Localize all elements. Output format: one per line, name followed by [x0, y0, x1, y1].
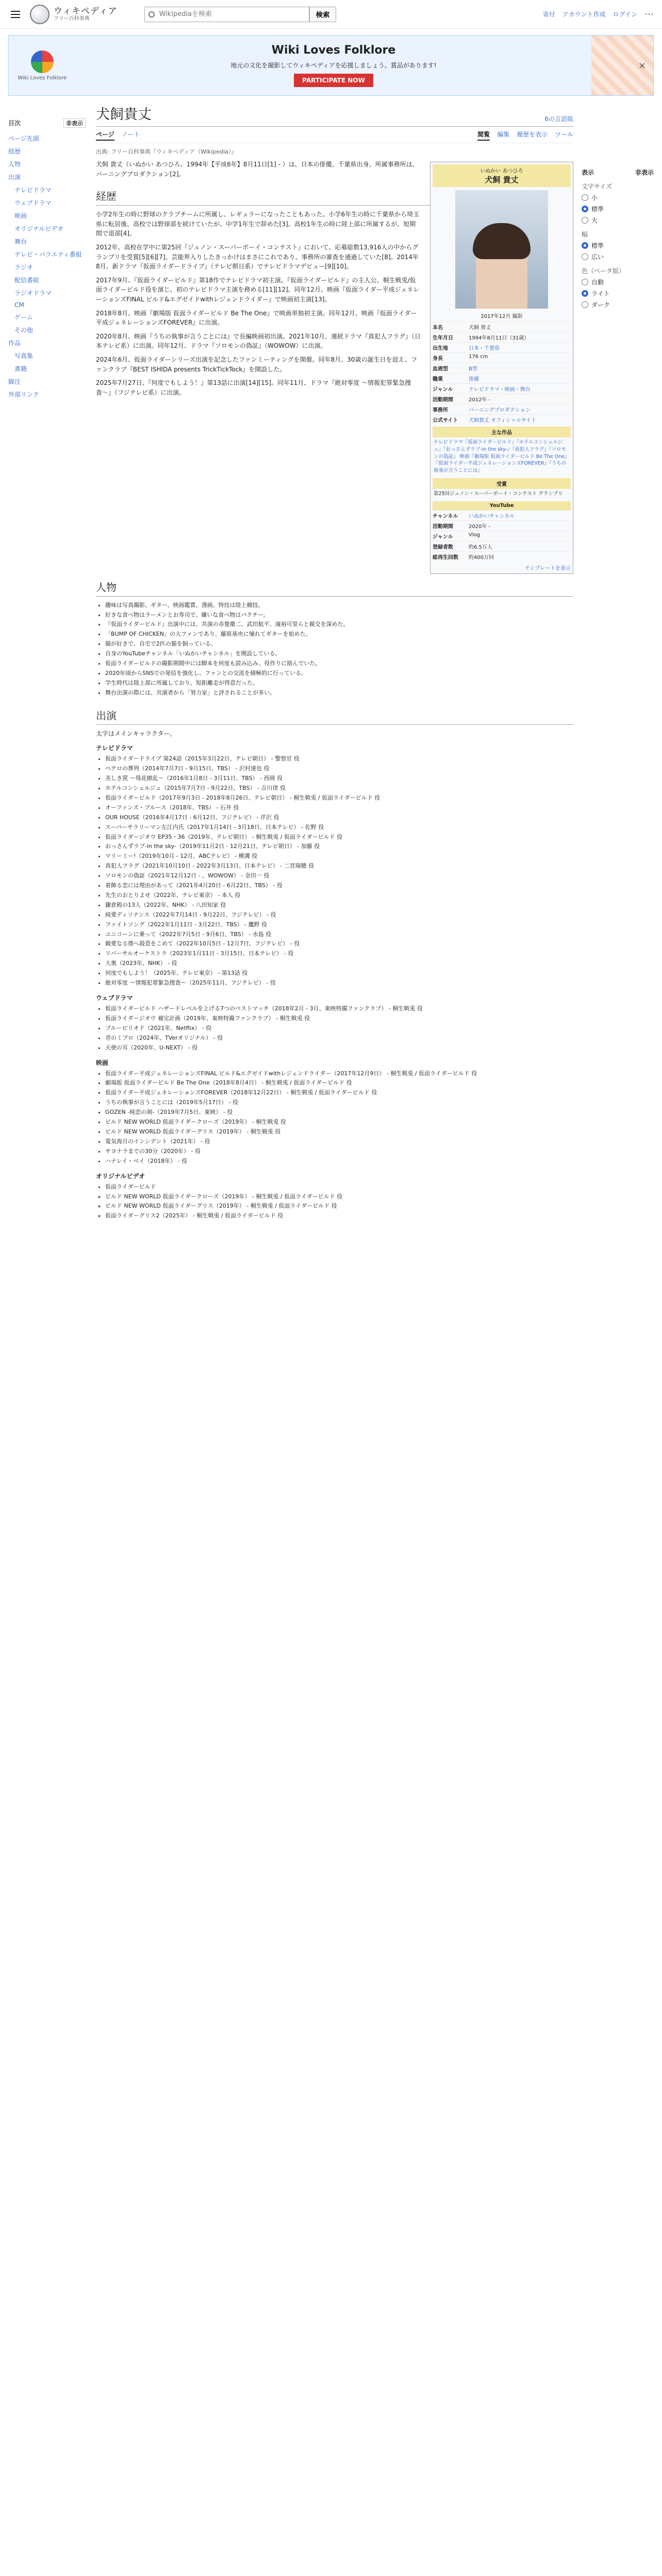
infobox-value: 1994年8月11日（31歳） — [469, 335, 529, 341]
list-item: • ハナレイ・ベイ（2018年） - 役 — [105, 1157, 573, 1166]
radio-icon — [582, 301, 588, 308]
infobox-award: 第25回ジュノン・スーパーボーイ・コンテスト グランプリ — [434, 490, 563, 497]
login-link[interactable]: ログイン — [613, 11, 637, 18]
participate-button[interactable]: PARTICIPATE NOW — [294, 74, 373, 87]
toc-title: 目次 — [8, 120, 21, 127]
toc-subitem[interactable]: ラジオ — [14, 264, 34, 271]
list-item: • 自身のYouTubeチャンネル「いぬかいチャンネル」を開設している。 — [105, 649, 573, 659]
infobox-value[interactable]: テレビドラマ・映画・舞台 — [469, 387, 531, 393]
text-size-option[interactable] — [582, 216, 654, 225]
list-item: • ユニコーンに乗って（2022年7月5日 - 9月6日、TBS） - 水島 役 — [105, 930, 573, 940]
list-item: • GOZEN -純恋の剣-（2019年7月5日、東映） - 役 — [105, 1108, 573, 1117]
infobox-value: Vlog — [469, 532, 481, 538]
toc-subitem[interactable]: オリジナルビデオ — [14, 225, 64, 232]
toc-subitem[interactable]: ゲーム — [14, 314, 34, 321]
main-menu-icon[interactable] — [8, 7, 23, 22]
subheading-web-drama: ウェブドラマ — [96, 994, 133, 1002]
infobox-section-award: 受賞 — [433, 478, 571, 489]
list-item: • 鎌倉殿の13人（2022年、NHK） - 八田知家 役 — [105, 901, 573, 910]
radio-icon — [582, 194, 588, 201]
works-lead: 太字はメインキャラクター。 — [96, 730, 176, 737]
infobox-value: 2020年 - — [469, 523, 491, 530]
toc-hide-button[interactable]: 非表示 — [63, 118, 86, 128]
tab-edit[interactable]: 編集 — [497, 131, 510, 138]
infobox-key: チャンネル — [433, 513, 458, 519]
list-item: • リバーサルオーケストラ（2023年1月11日 - 3月15日、日本テレビ） - 役 — [105, 949, 573, 959]
appearance-title: 表示 — [582, 169, 594, 176]
career-paragraph: 2018年8月、映画『劇場版 仮面ライダービルド Be The One』で映画単独初主演。同年12月、映画『仮面ライダー平成ジェネレーションズFOREVER』に出演。 — [96, 309, 417, 327]
list-item: • 仮面ライダードライブ 第24話（2015年3月22日、テレビ朝日） - 警察官 役 — [105, 754, 573, 764]
site-name: ウィキペディア — [54, 6, 118, 16]
toc-subitem[interactable]: ラジオドラマ — [14, 290, 52, 297]
radio-selected-icon — [582, 242, 588, 249]
infobox-value[interactable]: 犬飼貴丈 オフィシャルサイト — [469, 418, 537, 423]
toc-subitem[interactable]: テレビドラマ — [14, 187, 52, 194]
create-account-link[interactable]: アカウント作成 — [562, 11, 606, 18]
radio-icon — [582, 279, 588, 285]
list-item: • ファイトソング（2022年1月11日 - 3月22日、TBS） - 鷹野 役 — [105, 920, 573, 930]
template-link[interactable]: テンプレートを表示 — [524, 565, 571, 571]
page-title: 犬飼貴丈 — [96, 107, 152, 123]
infobox-key: 職業 — [433, 377, 443, 382]
list-item: • ビルド NEW WORLD 仮面ライダークローズ（2019年） - 桐生戦兎 役 — [105, 1117, 573, 1127]
list-item: • スーパーサラリーマン左江内氏（2017年1月14日 - 3月18日、日本テレビ） - 佐野 役 — [105, 823, 573, 833]
donate-link[interactable]: 寄付 — [542, 11, 555, 18]
infobox-key: 本名 — [433, 325, 443, 331]
section-heading-career: 経歴 — [96, 190, 117, 203]
tab-read[interactable]: 閲覧 — [477, 130, 490, 141]
list-item: • 猫が好きで、自宅で2匹の猫を飼っている。 — [105, 639, 573, 649]
infobox-key: 活動期間 — [433, 397, 453, 403]
movie-list — [105, 1069, 573, 1166]
site-logo[interactable] — [30, 5, 118, 24]
list-item: • 電気海月のインシデント（2021年） - 役 — [105, 1137, 573, 1147]
width-option[interactable] — [582, 241, 654, 250]
list-item: • ホテルコンシェルジュ（2015年7月7日 - 9月22日、TBS） - 吉川律 役 — [105, 784, 573, 793]
option-label: ライト — [591, 290, 610, 297]
option-label: ダーク — [591, 301, 610, 309]
list-item: • 何度でもしよう！（2025年、テレビ東京） - 第13話 役 — [105, 969, 573, 978]
list-item: • 2020年頃からSNSでの発信を強化し、ファンとの交流を積極的に行っている。 — [105, 669, 573, 679]
infobox-key: 活動期間 — [433, 523, 453, 530]
infobox-key: 公式サイト — [433, 418, 458, 423]
list-item: • OUR HOUSE（2016年4月17日 - 6月12日、フジテレビ） - 芹沢 役 — [105, 813, 573, 823]
web-drama-list — [105, 1004, 573, 1053]
list-item: • 仮面ライダービルド — [105, 1182, 573, 1192]
text-size-label: 文字サイズ — [582, 183, 613, 190]
list-item: • 大奥（2023年、NHK） - 役 — [105, 959, 573, 969]
text-size-option[interactable] — [582, 193, 654, 202]
list-item: ◦ ビルド NEW WORLD 仮面ライダークローズ（2019年） - 桐生戦兎 / 仮面ライダービルド 役 — [105, 1192, 573, 1202]
article-content — [86, 96, 582, 1223]
infobox-value[interactable]: いぬかいチャンネル — [469, 513, 515, 519]
toc-subitem[interactable]: テレビ・バラエティ番組 — [14, 251, 82, 258]
list-item: • 学生時代は陸上部に所属しており、短距離走が得意だった。 — [105, 679, 573, 688]
infobox-name: 犬飼 貴丈 — [485, 175, 519, 184]
subheading-original-video: オリジナルビデオ — [96, 1172, 145, 1180]
lead-paragraph: 犬飼 貴丈（いぬかい あつひろ、1994年【平成6年】8月11日[1] - ）は、日本の俳優。千葉県出身。所属事務所は、バーニングプロダクション[2]。 — [96, 161, 419, 178]
banner-title: Wiki Loves Folklore — [271, 44, 396, 57]
list-item: • おっさんずラブ-in the sky-（2019年11月2日 - 12月21日、テレビ朝日） - 加藤 役 — [105, 842, 573, 852]
subheading-tv-drama: テレビドラマ — [96, 744, 133, 752]
close-icon[interactable]: × — [638, 60, 646, 71]
search-form — [138, 7, 337, 22]
infobox-key: ジャンル — [433, 534, 453, 540]
list-item: • 青のミブロ（2024年、TVerオリジナル） - 役 — [105, 1033, 573, 1043]
option-label: 大 — [591, 217, 598, 224]
list-item: • 「BUMP OF CHICKEN」の大ファンであり、藤原基央に憧れてギターを始めた。 — [105, 630, 573, 639]
tab-talk[interactable]: ノート — [121, 131, 140, 138]
list-item: • 親愛なる僕へ殺意をこめて（2022年10月5日 - 12月7日、フジテレビ） - 役 — [105, 939, 573, 949]
appearance-hide-button[interactable]: 非表示 — [635, 169, 654, 176]
list-item: • オーファンズ・ブルース（2018年、TBS） - 石井 役 — [105, 803, 573, 813]
list-item: • 仮面ライダー平成ジェネレーションズFINAL ビルド&エグゼイドwithレジェンドライダー（2017年12月9日） - 桐生戦兎 / 仮面ライダービルド 役 — [105, 1069, 573, 1079]
toc-subitem[interactable]: CM — [14, 301, 24, 309]
infobox-value: 犬飼 貴丈 — [469, 325, 491, 331]
infobox-key: 出生地 — [433, 346, 448, 351]
toc-subitem[interactable]: 舞台 — [14, 238, 27, 245]
infobox-key: 事務所 — [433, 408, 448, 413]
list-item: • 舞台出演の際には、共演者から「努力家」と評されることが多い。 — [105, 688, 573, 698]
radio-selected-icon — [582, 206, 588, 212]
width-label: 幅 — [582, 231, 588, 238]
infobox-works[interactable]: テレビドラマ『仮面ライダービルド』『ホテルコンシェルジュ』『おっさんずラブ-in the sky-』『真犯人フラグ』『ソロモンの偽証』 映画『劇場版 仮面ライダービルド Be The One』『仮面ライダー平成ジェネレーションズFOREVER』『うちの執事が言うことには』 — [434, 439, 570, 474]
toc-subitem[interactable]: ウェブドラマ — [14, 199, 52, 207]
color-option[interactable] — [582, 300, 654, 309]
list-item: • 趣味は写真撮影、ギター、映画鑑賞、漫画。特技は陸上競技。 — [105, 601, 573, 611]
list-item: • 劇場版 仮面ライダービルド Be The One（2018年8月4日） - 桐生戦兎 / 仮面ライダービルド 役 — [105, 1078, 573, 1088]
table-of-contents — [8, 96, 86, 1223]
career-paragraph: 2020年8月、映画『うちの執事が言うことには』で長編映画初出演。2021年10月、連続ドラマ『真犯人フラグ』（日本テレビ系）に出演。同年12月、ドラマ『ソロモンの偽証』（WOWOW）に出演。 — [96, 332, 421, 350]
width-option[interactable] — [582, 252, 654, 261]
list-item: • 真犯人フラグ（2021年10月10日 - 2022年3月13日、日本テレビ） - 二宮瑞穂 役 — [105, 861, 573, 871]
radio-selected-icon — [582, 290, 588, 297]
section-heading-person: 人物 — [96, 581, 117, 594]
toc-item[interactable]: 出演 — [8, 174, 21, 181]
list-item: ◦ ビルド NEW WORLD 仮面ライダーグリス（2019年） - 桐生戦兎 / 仮面ライダービルド 役 — [105, 1201, 573, 1211]
toc-subitem[interactable]: 配信番組 — [14, 277, 40, 284]
banner-logo-label: Wiki Loves Folklore — [18, 75, 67, 81]
toc-item[interactable]: 人物 — [8, 161, 21, 168]
infobox-key: 身長 — [433, 356, 443, 362]
option-label: 標準 — [591, 242, 604, 249]
banner-subtitle: 地元の文化を撮影してウィキペディアを応援しましょう。賞品があります! — [230, 62, 437, 69]
campaign-banner — [8, 35, 654, 96]
infobox-value: 176 cm — [469, 354, 488, 360]
appearance-panel — [582, 96, 654, 1223]
list-item: • 絶対零度 〜情報犯罪緊急捜査〜（2025年11月、フジテレビ） - 役 — [105, 978, 573, 988]
list-item: • ソロモンの偽証（2021年12月12日 - 、WOWOW） - 金田一 役 — [105, 871, 573, 881]
search-input[interactable] — [144, 7, 309, 22]
list-item: • ペテロの葬列（2014年7月7日 - 9月15日、TBS） - 沢村達也 役 — [105, 764, 573, 774]
subheading-movie: 映画 — [96, 1059, 109, 1066]
tv-drama-list — [105, 754, 573, 988]
list-item: • 仮面ライダービルド ハザードレベルを上げる7つのベストマッチ（2018年2月 - 3月、東映特撮ファンクラブ） - 桐生戦兎 役 — [105, 1004, 573, 1014]
infobox-value[interactable]: 俳優 — [469, 377, 479, 382]
list-item: • ビルド NEW WORLD 仮面ライダーグリス（2019年） - 桐生戦兎 役 — [105, 1127, 573, 1137]
toc-item[interactable]: 外部リンク — [8, 391, 39, 398]
tab-page[interactable]: ページ — [96, 130, 114, 141]
infobox-value: 2012年 - — [469, 397, 491, 403]
list-item: • 仮面ライダージオウ 補完計画（2019年、東映特撮ファンクラブ） - 桐生戦兎 役 — [105, 1014, 573, 1024]
list-item: • うちの執事が言うことには（2019年5月17日） - 役 — [105, 1098, 573, 1108]
list-item: • 『仮面ライダービルド』出演中には、共演の赤楚衛二、武田航平、滝裕可里らと親交を深めた。 — [105, 620, 573, 630]
photo-caption: 2017年12月 撮影 — [481, 314, 523, 319]
infobox-value[interactable]: 日本・千葉県 — [469, 346, 500, 351]
toc-item[interactable]: 経歴 — [8, 148, 21, 155]
color-option[interactable] — [582, 278, 654, 286]
infobox-value[interactable]: B型 — [469, 366, 477, 372]
infobox-section-works: 主な作品 — [433, 427, 571, 437]
tab-history[interactable]: 履歴を表示 — [517, 131, 548, 138]
infobox-value: 約6.5万人 — [469, 544, 492, 550]
infobox-key: 血液型 — [433, 366, 448, 372]
section-heading-works: 出演 — [96, 709, 117, 722]
list-item: • 仮面ライダービルドの撮影期間中には脚本を何度も読み込み、役作りに励んでいた。 — [105, 659, 573, 669]
career-paragraph: 2012年、高校在学中に第25回『ジュノン・スーパーボーイ・コンテスト』において、応募総数13,916人の中からグランプリを受賞[5][6][7]。芸能界入りしたきっかけはまさにこれであり、事務所の審査を通過していた[8]。2014年8月、新ドラマ『仮面ライダードライブ』（テレビ朝日系）でテレビドラマデビュー[9][10]。 — [96, 243, 419, 270]
toc-subitem[interactable]: その他 — [14, 327, 34, 334]
article-source: 出典: フリー百科事典『ウィキペディア（Wikipedia）』 — [96, 148, 237, 155]
list-item: • 天使の耳（2020年、U-NEXT） - 役 — [105, 1043, 573, 1053]
toc-subitem[interactable]: 書籍 — [14, 365, 27, 372]
option-label: 標準 — [591, 206, 604, 213]
infobox-key: 総再生回数 — [433, 554, 458, 561]
more-options-icon[interactable]: ⋯ — [644, 9, 654, 20]
list-item: • マリーミー!（2019年10月 - 12月、ABCテレビ） - 横溝 役 — [105, 852, 573, 861]
option-label: 自動 — [591, 279, 604, 286]
list-item: • ブルーピリオド（2021年、Netflix） - 役 — [105, 1024, 573, 1033]
list-item: • 美しき罠 〜残花繚乱〜（2016年1月8日 - 3月11日、TBS） - 西岡 役 — [105, 774, 573, 784]
radio-icon — [582, 253, 588, 260]
toc-item[interactable]: 脚注 — [8, 378, 21, 385]
color-label: 色（ベータ版） — [582, 267, 625, 275]
toc-item[interactable]: ページ先頭 — [8, 135, 39, 142]
person-list — [105, 601, 573, 698]
list-item: • 先生のおとりよせ（2022年、テレビ東京） - 本人 役 — [105, 891, 573, 901]
search-icon — [148, 11, 155, 18]
infobox-ruby: いぬかい あつひろ — [480, 168, 523, 174]
tab-tools[interactable]: ツール — [555, 131, 573, 138]
language-button[interactable]: 6の言語版 — [544, 115, 573, 123]
header-bar — [0, 0, 662, 29]
search-button[interactable]: 検索 — [309, 7, 337, 22]
career-paragraph: 2024年6月、仮面ライダーシリーズ出演を記念したファンミーティングを開催。同年8月、30歳の誕生日を迎え、ファンクラブ『BEST ISHIDA presents TrickTickTock』を開設した。 — [96, 355, 418, 373]
portrait-photo[interactable] — [455, 190, 548, 309]
infobox-key: ジャンル — [433, 387, 453, 393]
list-item: • 仮面ライダー平成ジェネレーションズFOREVER（2018年12月22日） - 桐生戦兎 / 仮面ライダービルド 役 — [105, 1088, 573, 1098]
infobox-section-youtube: YouTube — [433, 501, 571, 510]
list-item: • 仮面ライダービルド（2017年9月3日 - 2018年8月26日、テレビ朝日） - 桐生戦兎 / 仮面ライダービルド 役 — [105, 793, 573, 803]
color-option[interactable] — [582, 289, 654, 298]
toc-subitem[interactable]: 写真集 — [14, 352, 34, 360]
list-item: • 好きな食べ物はラーメンとお寿司で、嫌いな食べ物はパクチー。 — [105, 611, 573, 620]
site-tagline: フリー百科事典 — [54, 16, 90, 22]
original-video-list — [105, 1182, 573, 1222]
list-item: • サヨナラまでの30分（2020年） - 役 — [105, 1147, 573, 1157]
list-item: • 仮面ライダージオウ EP35・36（2019年、テレビ朝日） - 桐生戦兎 / 仮面ライダービルド 役 — [105, 833, 573, 842]
infobox-key: 生年月日 — [433, 335, 453, 341]
career-paragraph: 2017年9月、『仮面ライダービルド』第18作でテレビドラマ初主演。『仮面ライダービルド』の主人公、桐生戦兎/仮面ライダービルド役を演じ、初のテレビドラマ主演を務める[11][12]。同年12月、映画『仮面ライダー平成ジェネレーションズFINAL ビルド&エグゼイドwithレジェンドライダー』で映画初主演[13]。 — [96, 276, 420, 303]
folklore-logo-icon — [31, 50, 54, 73]
toc-subitem[interactable]: 映画 — [14, 212, 27, 219]
list-item: • 純愛ディソナンス（2022年7月14日 - 9月22日、フジテレビ） - 役 — [105, 910, 573, 920]
radio-icon — [582, 217, 588, 224]
infobox-value: 約400万回 — [469, 554, 494, 561]
list-item: • 着飾る恋には理由があって（2021年4月20日 - 6月22日、TBS） - 役 — [105, 881, 573, 891]
text-size-option[interactable] — [582, 205, 654, 213]
career-paragraph: 2025年7月27日、『何度でもしよう！』第13話に出演[14][15]。同年11月、ドラマ『絶対零度 〜情報犯罪緊急捜査〜』（フジテレビ系）に出演。 — [96, 379, 411, 396]
option-label: 広い — [591, 253, 604, 261]
infobox — [430, 162, 573, 574]
career-paragraph: 小学2年生の時に野球のクラブチームに所属し、レギュラーになったこともあった。小学6年生の時に千葉県から埼玉県に転居後、高校では野球部を続けていたが、中学1年生で辞めた[3]。高校1年生の時に陸上部に所属するが、短期間で退部[4]。 — [96, 211, 420, 238]
list-item: ◦ 仮面ライダーグリス2（2025年） - 桐生戦兎 / 仮面ライダービルド 役 — [105, 1211, 573, 1221]
globe-icon — [30, 5, 49, 24]
infobox-key: 登録者数 — [433, 544, 453, 550]
toc-item[interactable]: 作品 — [8, 340, 21, 347]
infobox-value[interactable]: バーニングプロダクション — [469, 408, 531, 413]
option-label: 小 — [591, 194, 598, 201]
